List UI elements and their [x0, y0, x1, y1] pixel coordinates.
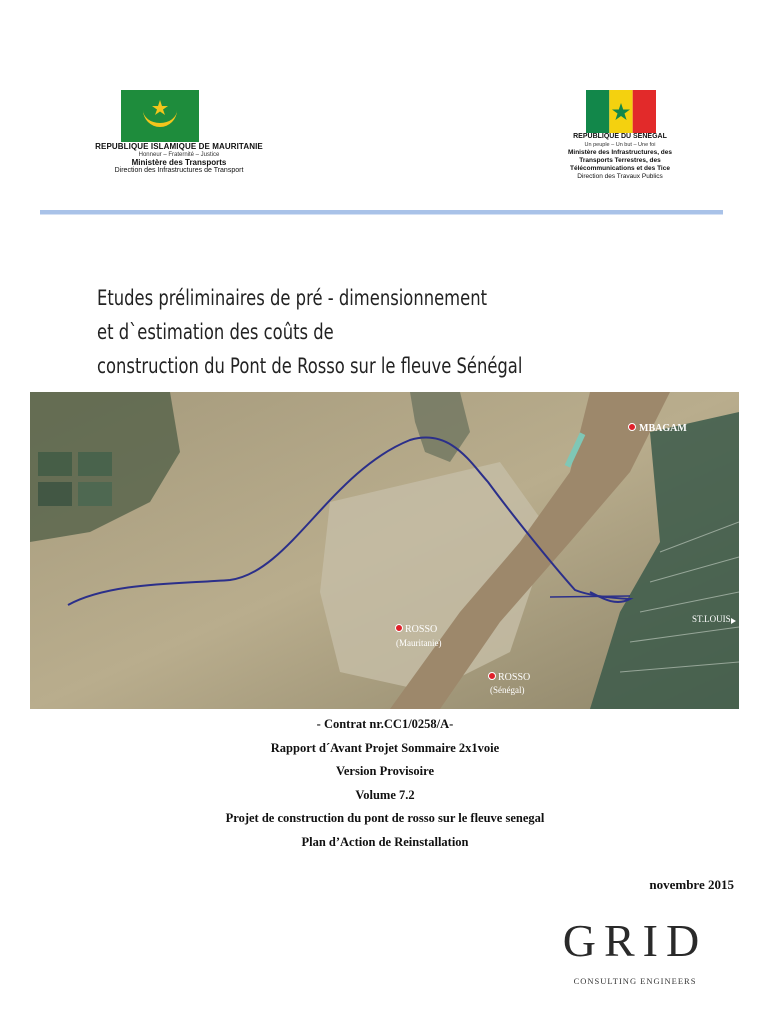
report-type: Rapport d´Avant Projet Sommaire 2x1voie — [270, 740, 500, 755]
mauritania-flag — [121, 90, 199, 142]
label-rosso-mauritanie: ROSSO — [405, 624, 438, 635]
senegal-ministry-line: Transports Terrestres, des — [579, 157, 661, 164]
senegal-flag — [586, 90, 656, 133]
marker-mbagam — [629, 424, 636, 431]
contract-number: - Contrat nr.CC1/0258/A- — [316, 717, 454, 731]
mauritania-name: REPUBLIQUE ISLAMIQUE DE MAURITANIE — [95, 142, 263, 151]
mauritania-direction: Direction des Infrastructures de Transport — [114, 167, 244, 174]
project-name: Projet de construction du pont de rosso sur le fleuve senegal — [225, 811, 545, 825]
plan-name: Plan d’Action de Reinstallation — [301, 834, 469, 849]
label-rosso-mauritanie-sub: (Mauritanie) — [396, 638, 442, 648]
version: Version Provisoire — [335, 764, 435, 778]
senegal-header — [556, 133, 684, 181]
label-mbagam: MBAGAM — [639, 423, 687, 434]
document-title — [97, 281, 523, 383]
title-line: et d`estimation des coûts de — [97, 320, 334, 344]
grid-logo-word: GRID — [562, 915, 708, 966]
document-date: novembre 2015 — [649, 877, 734, 892]
senegal-name: REPUBLIQUE DU SENEGAL — [573, 133, 667, 140]
volume: Volume 7.2 — [355, 787, 415, 802]
marker-rosso-mauritanie — [396, 625, 403, 632]
mauritania-header — [94, 143, 264, 175]
senegal-ministry-line: Ministère des Infrastructures, des — [567, 149, 673, 156]
label-rosso-senegal-sub: (Sénégal) — [490, 685, 525, 695]
star-icon — [586, 90, 656, 133]
mauritania-motto: Honneur – Fraternité – Justice — [138, 152, 220, 158]
label-rosso-senegal: ROSSO — [498, 672, 531, 683]
mauritania-ministry: Ministère des Transports — [131, 158, 227, 167]
senegal-ministry-line: Télécommunications et des Tice — [570, 165, 670, 172]
satellite-map — [30, 392, 739, 709]
label-stlouis: ST.LOUIS — [692, 614, 731, 624]
title-line: Etudes préliminaires de pré - dimensionnement — [97, 286, 487, 310]
grid-logo-subtitle: CONSULTING ENGINEERS — [573, 976, 697, 986]
crescent-star-icon — [121, 90, 199, 142]
contract-info — [0, 713, 770, 854]
grid-logo — [540, 916, 730, 986]
senegal-direction: Direction des Travaux Publics — [577, 173, 663, 180]
senegal-motto: Un peuple – Un but – Une foi — [584, 142, 656, 148]
header-divider — [40, 210, 723, 215]
title-line: construction du Pont de Rosso sur le fleuve Sénégal — [97, 354, 523, 378]
marker-rosso-senegal — [489, 673, 496, 680]
